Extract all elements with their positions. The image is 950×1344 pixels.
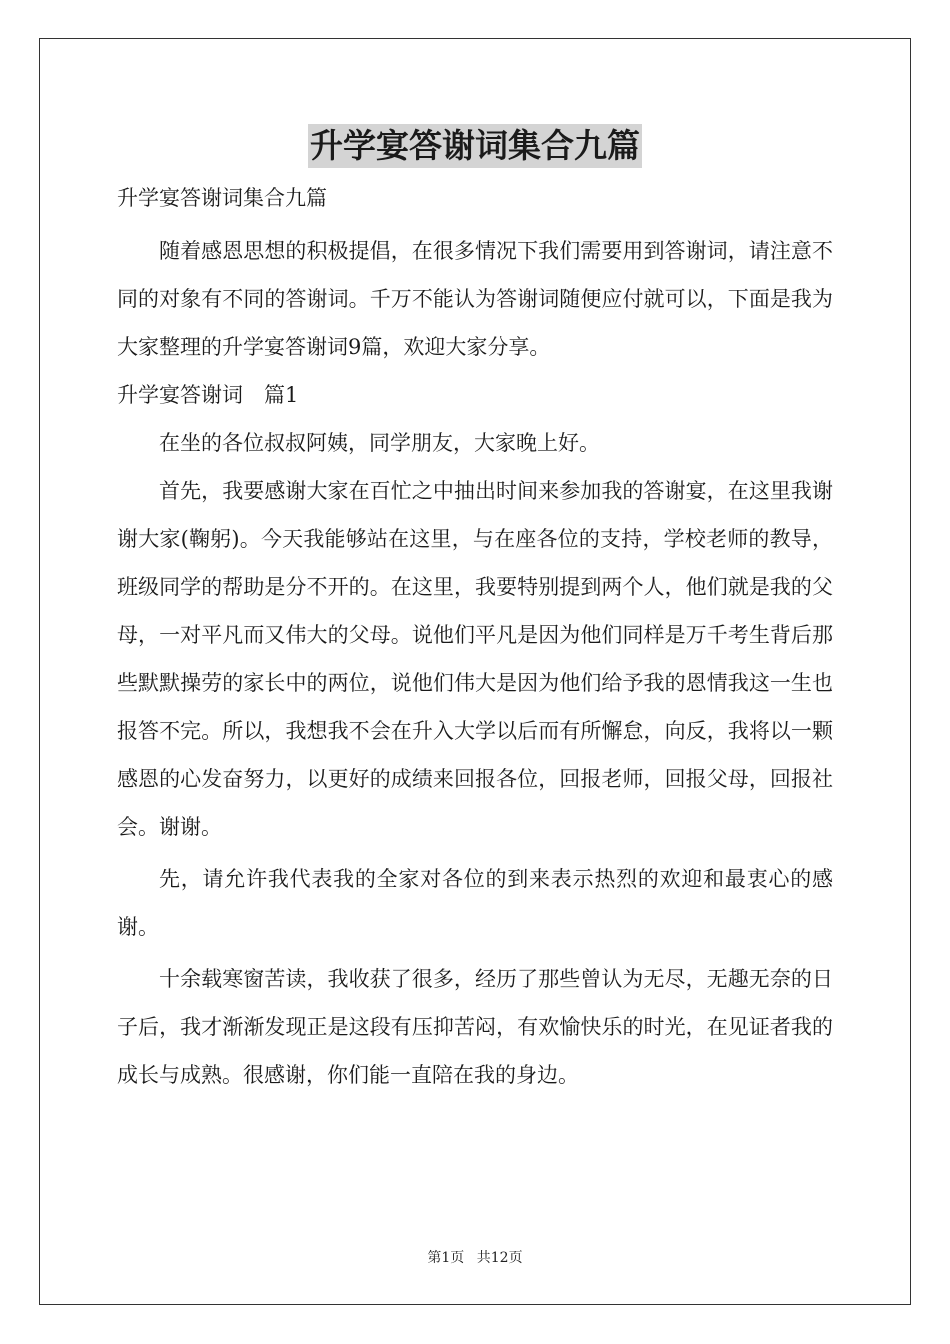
page-total: 共12页 <box>476 1250 523 1266</box>
body-paragraph: 十余载寒窗苦读，我收获了很多，经历了那些曾认为无尽，无趣无奈的日子后，我才渐渐发现正是这段有压抑苦闷，有欢愉快乐的时光，在见证者我的成长与成熟。很感谢，你们能一直陪在我的身边。 <box>117 967 833 1087</box>
section-heading: 升学宴答谢词 篇1 <box>117 383 299 407</box>
document-subtitle: 升学宴答谢词集合九篇 <box>117 186 327 210</box>
document-body <box>117 180 833 1099</box>
page-footer <box>0 1247 950 1267</box>
body-paragraph: 在坐的各位叔叔阿姨，同学朋友，大家晚上好。 <box>159 431 600 455</box>
body-paragraph: 先，请允许我代表我的全家对各位的到来表示热烈的欢迎和最衷心的感谢。 <box>117 867 833 939</box>
intro-paragraph: 随着感恩思想的积极提倡，在很多情况下我们需要用到答谢词，请注意不同的对象有不同的答谢词。千万不能认为答谢词随便应付就可以，下面是我为大家整理的升学宴答谢词9篇，欢迎大家分享。 <box>117 239 833 359</box>
document-title: 升学宴答谢词集合九篇 <box>308 124 642 168</box>
page-number: 第1页 <box>427 1250 465 1266</box>
body-paragraph: 首先，我要感谢大家在百忙之中抽出时间来参加我的答谢宴，在这里我谢谢大家(鞠躬)。今天我能够站在这里，与在座各位的支持，学校老师的教导，班级同学的帮助是分不开的。在这里，我要特别提到两个人，他们就是我的父母，一对平凡而又伟大的父母。说他们平凡是因为他们同样是万千考生背后那些默默操劳的家长中的两位，说他们伟大是因为他们给予我的恩情我这一生也报答不完。所以，我想我不会在升入大学以后而有所懈怠，向反，我将以一颗感恩的心发奋努力，以更好的成绩来回报各位，回报老师，回报父母，回报社会。谢谢。 <box>117 479 833 839</box>
title-container <box>0 124 950 168</box>
